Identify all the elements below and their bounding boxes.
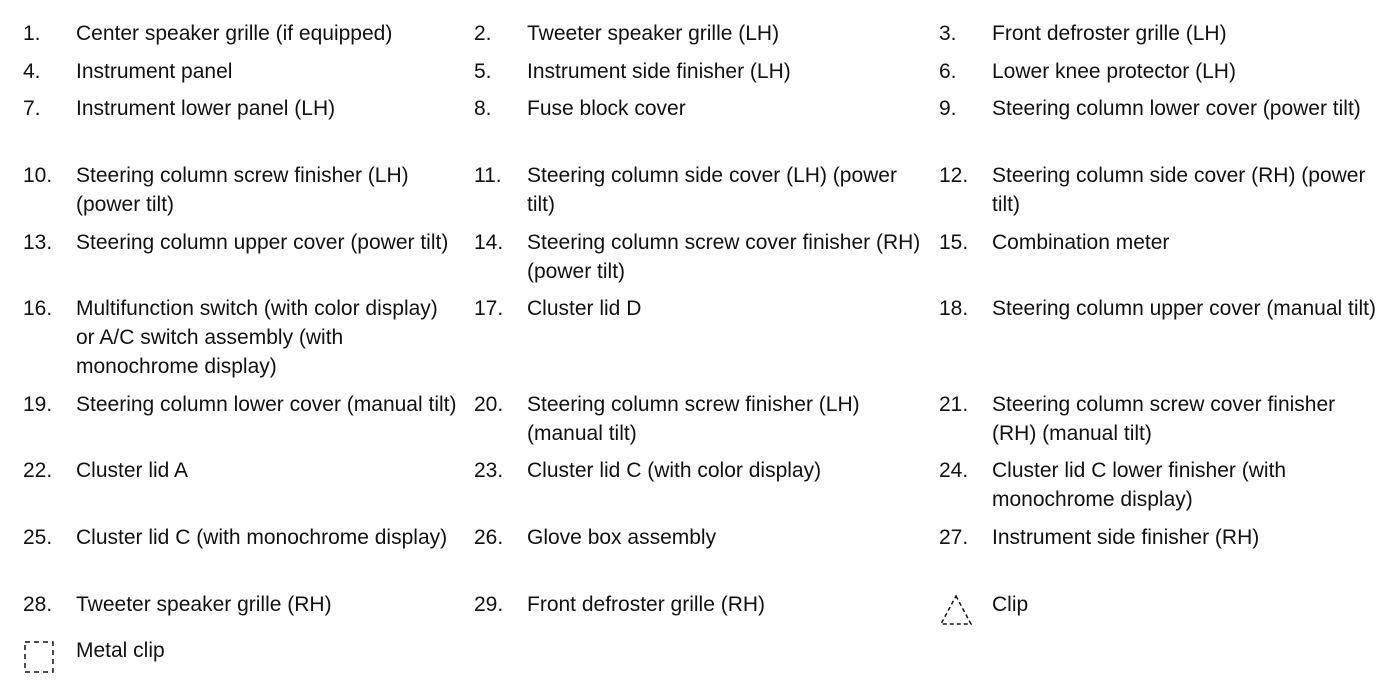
item-number: 6. [939,60,957,83]
item-number: 11. [474,164,502,187]
item-number: 16. [23,297,53,320]
dashed-square-icon [23,640,57,674]
item-label: Tweeter speaker grille (RH) [76,593,332,616]
item-label: Steering column upper cover (power tilt) [76,231,449,254]
item-label: Tweeter speaker grille (LH) [527,22,780,45]
item-number: 12. [939,164,969,187]
item-number: 8. [474,97,492,120]
item-number: 23. [474,459,504,482]
item-label: Steering column side cover (RH) (power tilt) [992,164,1366,216]
dashed-triangle-icon [939,594,973,626]
item-label: Steering column upper cover (manual tilt) [992,297,1377,320]
item-label: Glove box assembly [527,526,717,549]
item-label: Instrument lower panel (LH) [76,97,336,120]
item-number: 27. [939,526,969,549]
item-label: Front defroster grille (LH) [992,22,1227,45]
item-label: Combination meter [992,231,1170,254]
item-number: 3. [939,22,957,45]
item-label: Cluster lid D [527,297,642,320]
item-number: 18. [939,297,969,320]
item-number: 13. [23,231,53,254]
item-label: Instrument panel [76,60,233,83]
item-label: Fuse block cover [527,97,686,120]
item-label: Steering column lower cover (power tilt) [992,97,1361,120]
item-number: 15. [939,231,969,254]
item-label: Steering column screw cover finisher (RH) (power tilt) [527,231,921,283]
item-number: 28. [23,593,53,616]
metal-clip-label: Metal clip [76,639,165,662]
item-number: 25. [23,526,53,549]
item-number: 5. [474,60,492,83]
item-label: Steering column screw cover finisher (RH) (manual tilt) [992,393,1336,445]
item-label: Multifunction switch (with color display) or A/C switch assembly (with monochrome display) [76,297,438,378]
item-label: Steering column screw finisher (LH) (power tilt) [76,164,409,216]
item-label: Steering column lower cover (manual tilt) [76,393,457,416]
item-label: Steering column side cover (LH) (power tilt) [527,164,897,216]
item-number: 7. [23,97,41,120]
item-number: 21. [939,393,969,416]
item-label: Instrument side finisher (LH) [527,60,791,83]
item-number: 1. [23,22,41,45]
item-label: Cluster lid C (with monochrome display) [76,526,448,549]
item-number: 9. [939,97,957,120]
item-label: Cluster lid C (with color display) [527,459,822,482]
item-label: Lower knee protector (LH) [992,60,1236,83]
item-number: 10. [23,164,53,187]
item-label: Cluster lid A [76,459,189,482]
item-label: Instrument side finisher (RH) [992,526,1260,549]
item-label: Steering column screw finisher (LH) (manual tilt) [527,393,860,445]
item-number: 22. [23,459,53,482]
item-number: 24. [939,459,969,482]
item-label: Center speaker grille (if equipped) [76,22,393,45]
item-number: 20. [474,393,504,416]
item-number: 19. [23,393,53,416]
item-number: 14. [474,231,504,254]
item-number: 26. [474,526,504,549]
item-number: 29. [474,593,504,616]
item-label: Cluster lid C lower finisher (with monochrome display) [992,459,1287,511]
item-label: Front defroster grille (RH) [527,593,766,616]
item-number: 17. [474,297,504,320]
item-number: 4. [23,60,41,83]
clip-label: Clip [992,593,1029,616]
item-number: 2. [474,22,492,45]
